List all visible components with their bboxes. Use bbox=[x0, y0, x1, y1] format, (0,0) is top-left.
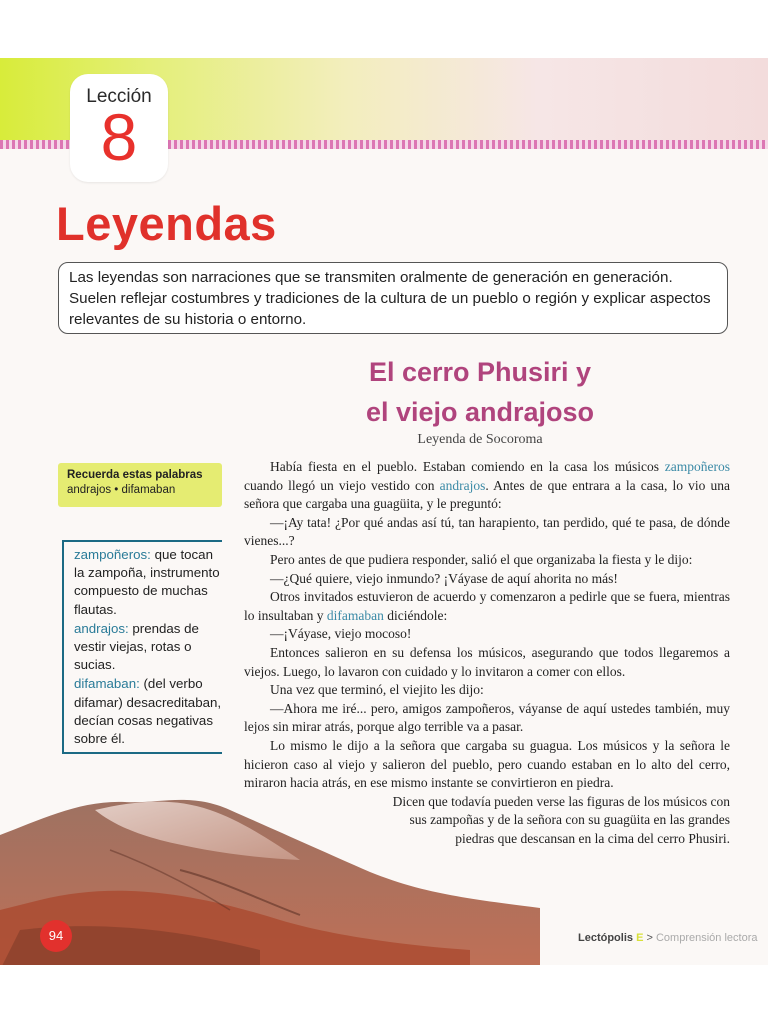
story-text: cuando llegó un viejo vestido con bbox=[244, 477, 440, 493]
highlighted-word: andrajos bbox=[439, 477, 486, 493]
footer-breadcrumb bbox=[578, 932, 757, 944]
story-paragraph: —¿Qué quiere, viejo inmundo? ¡Váyase de aquí ahorita no más! bbox=[270, 570, 618, 586]
glossary bbox=[62, 540, 222, 754]
intro-box: Las leyendas son narraciones que se transmiten oralmente de generación en generación. Suelen reflejar costumbres y tradiciones de la cultura de un pueblo o región y explicar aspectos relevantes de su historia o entorno. bbox=[58, 262, 728, 334]
story-paragraph: Una vez que terminó, el viejito les dijo: bbox=[270, 682, 484, 698]
footer-brand: Lectópolis bbox=[578, 932, 634, 944]
lesson-number: 8 bbox=[100, 100, 138, 174]
glossary-definition: (del verbo difamar) desacreditaban, decían cosas negativas sobre él. bbox=[74, 676, 222, 747]
story-title bbox=[300, 352, 660, 432]
footer-section: Comprensión lectora bbox=[655, 932, 758, 944]
bottom-margin bbox=[0, 965, 768, 1024]
glossary-term: andrajos: bbox=[74, 620, 129, 636]
story-text: Había fiesta en el pueblo. Estaban comiendo en la casa los músicos bbox=[270, 459, 665, 474]
story-paragraph: —¡Ay tata! ¿Por qué andas así tú, tan harapiento, tan perdido, qué te pasa, de dónde vienes...? bbox=[244, 514, 730, 549]
glossary-definition: que tocan la zampoña, instrumento compuesto de muchas flautas. bbox=[74, 547, 220, 617]
story-paragraph bbox=[244, 588, 730, 625]
vocab-heading: Recuerda estas palabras bbox=[67, 469, 203, 481]
page-number: 94 bbox=[40, 920, 72, 952]
story-text: diciéndole: bbox=[383, 607, 448, 623]
lesson-label: Lección bbox=[86, 86, 152, 107]
story-paragraph: Entonces salieron en su defensa los músicos, asegurando que todos llegaremos a viejos. Luego, lo lavaron con cuidado y lo invitaron a comer con ellos. bbox=[244, 644, 730, 679]
glossary-term: difamaban: bbox=[74, 676, 140, 692]
glossary-definition: prendas de vestir viejas, rotas o sucias. bbox=[74, 620, 199, 673]
glossary-entry bbox=[74, 675, 222, 748]
story-paragraph: Pero antes de que pudiera responder, salió el que organizaba la fiesta y le dijo: bbox=[270, 551, 693, 567]
story-paragraph bbox=[244, 458, 730, 514]
story-title-line-2: el viejo andrajoso bbox=[365, 397, 595, 427]
story-paragraph-final: Dicen que todavía pueden verse las figuras de los músicos con sus zampoñas y de la señora con su guagüita en las grandes piedras que descansan en la cima del cerro Phusiri. bbox=[392, 793, 730, 846]
story-paragraph: —¡Váyase, viejo mocoso! bbox=[270, 626, 412, 642]
vocab-box bbox=[58, 463, 222, 507]
footer-level-badge: E bbox=[636, 932, 644, 944]
highlighted-word: difamaban bbox=[326, 607, 384, 623]
lesson-tab bbox=[70, 74, 168, 182]
glossary-term: zampoñeros: bbox=[74, 547, 151, 562]
story-paragraph: —Ahora me iré... pero, amigos zampoñeros, váyanse de aquí ustedes también, muy lejos sin mirar atrás, porque algo terrible va a pasar. bbox=[244, 700, 730, 735]
story-text: . Antes de que entrara a la casa, lo vio una señora que cargaba una guagüita, y le preguntó: bbox=[244, 477, 730, 512]
glossary-entry bbox=[74, 546, 222, 619]
footer-separator: > bbox=[646, 932, 653, 944]
page-title: Leyendas bbox=[56, 197, 277, 250]
top-margin bbox=[0, 0, 768, 58]
story-text: Otros invitados estuvieron de acuerdo y comenzaron a pedirle que se fuera, mientras lo insultaban y bbox=[244, 589, 730, 623]
glossary-entry bbox=[74, 620, 222, 675]
story-title-line-1: El cerro Phusiri y bbox=[368, 357, 592, 387]
story-source: Leyenda de Socoroma bbox=[417, 432, 543, 447]
highlighted-word: zampoñeros bbox=[664, 459, 730, 474]
vocab-words: andrajos • difamaban bbox=[67, 484, 176, 496]
story-paragraph: Lo mismo le dijo a la señora que cargaba su guagua. Los músicos y la señora le hicieron caso al viejo y salieron del pueblo, pero cuando estaban en lo alto del cerro, miraron hacia atrás, en ese mismo instante se convirtieron en piedra. bbox=[244, 737, 730, 791]
